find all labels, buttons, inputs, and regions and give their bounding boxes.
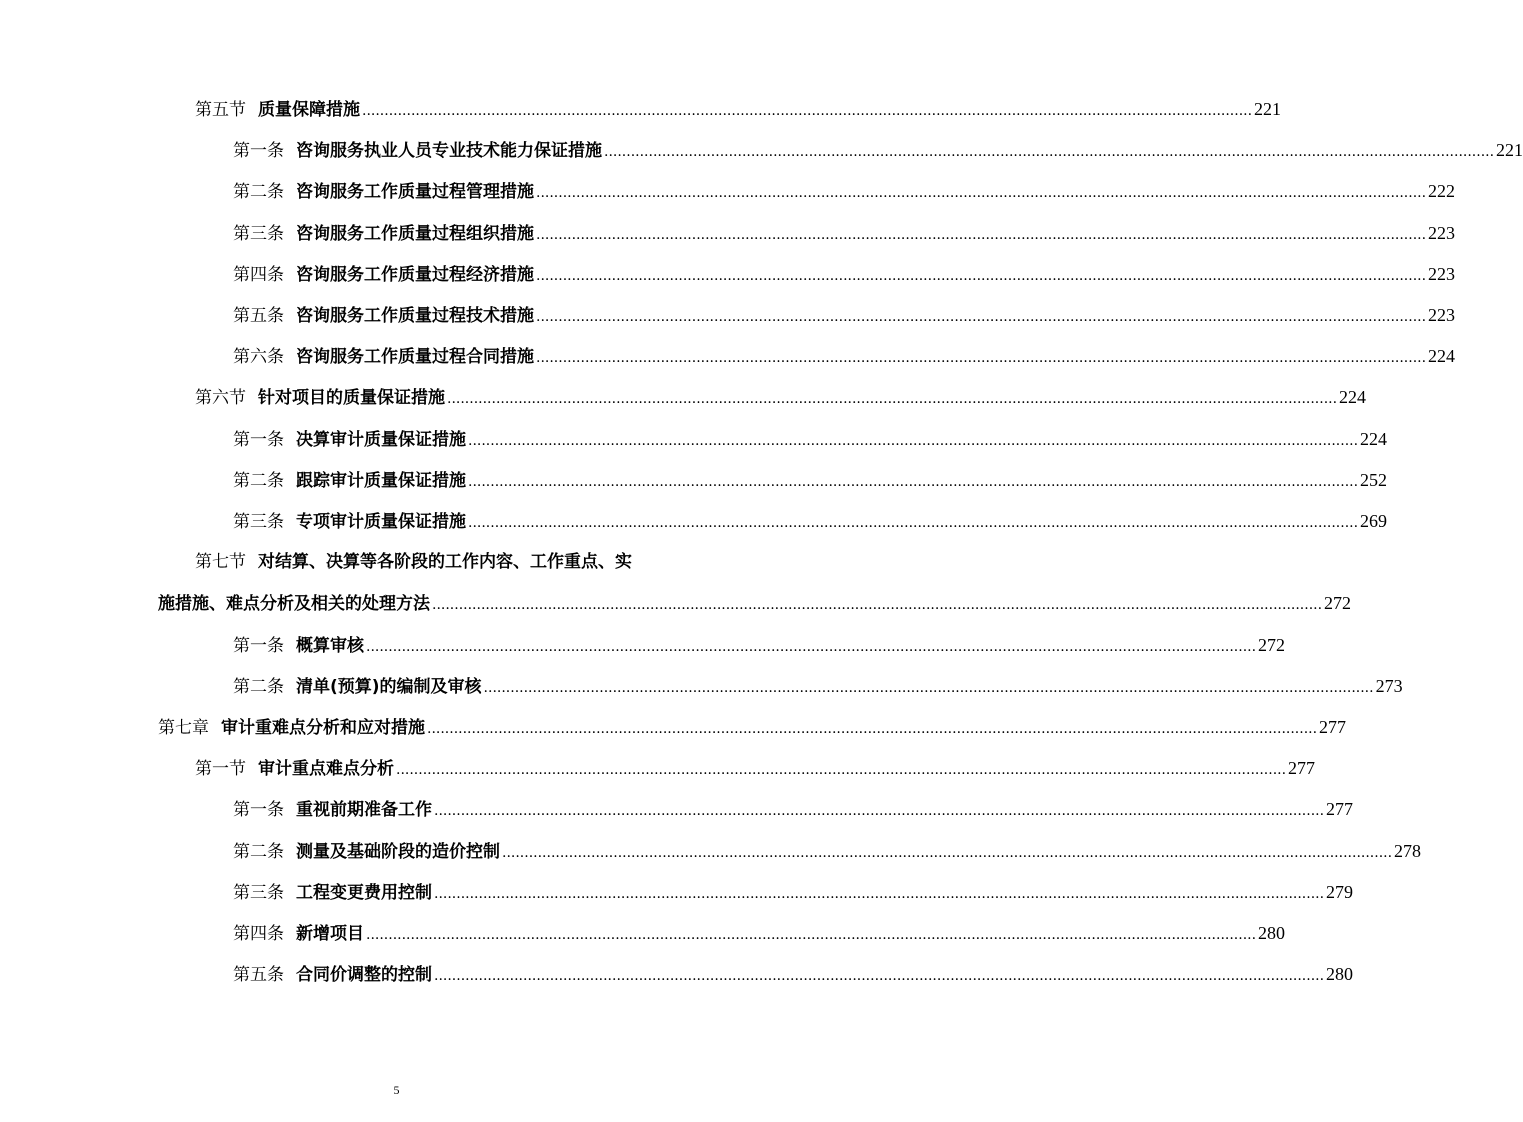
toc-entry[interactable] xyxy=(195,89,1282,129)
toc-entry-number: 第一条 xyxy=(233,635,284,656)
toc-entry-page: 277 xyxy=(1326,799,1354,820)
toc-entry[interactable] xyxy=(233,171,1456,211)
toc-entry-page: 224 xyxy=(1360,428,1388,449)
toc-entry-title: 咨询服务工作质量过程合同措施 xyxy=(296,347,534,368)
toc-entry[interactable] xyxy=(195,748,1316,788)
toc-dot-leader: ........................................................................................................................................................................................................ xyxy=(604,144,1495,161)
toc-entry-title: 咨询服务工作质量过程管理措施 xyxy=(296,182,534,203)
toc-entry-number: 第六条 xyxy=(233,347,284,368)
toc-entry[interactable] xyxy=(233,130,1523,170)
toc-entry[interactable] xyxy=(233,295,1456,335)
toc-dot-leader: ........................................................................................................................................................................................................ xyxy=(396,762,1287,779)
toc-entry-title: 审计重点难点分析 xyxy=(258,759,394,780)
toc-entry[interactable] xyxy=(158,583,1352,623)
toc-entry-number: 第二条 xyxy=(233,676,284,697)
toc-entry-page: 223 xyxy=(1428,263,1456,284)
toc-entry-number: 第二条 xyxy=(233,841,284,862)
toc-dot-leader: ........................................................................................................................................................................................................ xyxy=(536,267,1427,284)
toc-entry[interactable] xyxy=(233,789,1354,829)
toc-dot-leader: ........................................................................................................................................................................................................ xyxy=(434,803,1325,820)
toc-entry[interactable] xyxy=(233,913,1286,953)
toc-entry-number: 第七节 xyxy=(195,552,246,573)
toc-entry-title: 工程变更费用控制 xyxy=(296,882,432,903)
toc-entry-page: 278 xyxy=(1394,840,1422,861)
toc-dot-leader: ........................................................................................................................................................................................................ xyxy=(502,844,1393,861)
toc-entry[interactable] xyxy=(233,872,1354,912)
toc-entry-page: 222 xyxy=(1428,181,1456,202)
toc-entry-title: 测量及基础阶段的造价控制 xyxy=(296,841,500,862)
toc-entry-title: 新增项目 xyxy=(296,924,364,944)
toc-entry-page: 224 xyxy=(1339,387,1367,408)
toc-entry-page: 280 xyxy=(1326,964,1354,985)
page-number: 5 xyxy=(393,1083,400,1097)
toc-entry[interactable] xyxy=(233,831,1422,871)
toc-dot-leader: ........................................................................................................................................................................................................ xyxy=(447,391,1338,408)
toc-entry-title: 专项审计质量保证措施 xyxy=(296,512,466,532)
toc-dot-leader: ........................................................................................................................................................................................................ xyxy=(366,927,1257,943)
toc-entry-number: 第一条 xyxy=(233,141,284,162)
toc-entry-page: 277 xyxy=(1319,717,1347,737)
toc-entry-title: 合同价调整的控制 xyxy=(296,965,432,986)
toc-entry[interactable] xyxy=(233,213,1456,253)
toc-dot-leader: ........................................................................................................................................................................................................ xyxy=(434,968,1325,985)
toc-entry-title: 审计重难点分析和应对措施 xyxy=(221,718,425,738)
toc-dot-leader: ........................................................................................................................................................................................................ xyxy=(536,350,1427,367)
toc-entry[interactable] xyxy=(233,254,1456,294)
toc-entry-number: 第二条 xyxy=(233,470,284,491)
toc-entry[interactable] xyxy=(233,419,1388,459)
toc-entry-number: 第五节 xyxy=(195,100,246,120)
toc-dot-leader: ........................................................................................................................................................................................................ xyxy=(366,638,1257,655)
toc-entry-title: 咨询服务执业人员专业技术能力保证措施 xyxy=(296,141,602,162)
toc-entry-page: 269 xyxy=(1360,511,1388,531)
toc-entry-title: 施措施、难点分析及相关的处理方法 xyxy=(158,594,430,615)
toc-entry[interactable] xyxy=(233,625,1286,665)
toc-dot-leader: ........................................................................................................................................................................................................ xyxy=(468,432,1359,449)
toc-dot-leader: ........................................................................................................................................................................................................ xyxy=(468,515,1359,531)
toc-entry-page: 280 xyxy=(1258,923,1286,943)
toc-entry-title: 质量保障措施 xyxy=(258,100,360,120)
toc-entry-page: 277 xyxy=(1288,758,1316,779)
toc-entry-number: 第七章 xyxy=(158,718,209,738)
toc-dot-leader: ........................................................................................................................................................................................................ xyxy=(432,597,1323,614)
toc-entry[interactable] xyxy=(195,542,674,582)
toc-dot-leader: ........................................................................................................................................................................................................ xyxy=(468,473,1359,490)
toc-entry-title: 重视前期准备工作 xyxy=(296,800,432,821)
toc-entry-title: 咨询服务工作质量过程经济措施 xyxy=(296,264,534,285)
toc-dot-leader: ........................................................................................................................................................................................................ xyxy=(536,309,1427,325)
toc-entry-page: 221 xyxy=(1496,140,1523,161)
toc-entry-number: 第一条 xyxy=(233,429,284,450)
toc-entry-number: 第六节 xyxy=(195,388,246,409)
toc-entry-title: 清单(预算)的编制及审核 xyxy=(296,676,482,697)
toc-entry-number: 第三条 xyxy=(233,223,284,244)
toc-entry-title: 对结算、决算等各阶段的工作内容、工作重点、实 xyxy=(258,552,632,573)
toc-entry-page: 279 xyxy=(1326,881,1354,902)
toc-entry-title: 针对项目的质量保证措施 xyxy=(258,388,445,409)
toc-entry[interactable] xyxy=(233,501,1388,541)
toc-dot-leader: ........................................................................................................................................................................................................ xyxy=(362,103,1253,119)
toc-entry[interactable] xyxy=(233,666,1403,706)
toc-dot-leader: ........................................................................................................................................................................................................ xyxy=(536,226,1427,243)
toc-entry-number: 第一节 xyxy=(195,759,246,780)
toc-entry-page: 221 xyxy=(1254,99,1282,119)
toc-entry-page: 272 xyxy=(1258,634,1286,655)
toc-entry-number: 第四条 xyxy=(233,924,284,944)
toc-entry-title: 咨询服务工作质量过程技术措施 xyxy=(296,306,534,326)
toc-entry-number: 第五条 xyxy=(233,306,284,326)
toc-entry[interactable] xyxy=(233,336,1456,376)
toc-entry[interactable] xyxy=(158,707,1347,747)
toc-entry-number: 第三条 xyxy=(233,882,284,903)
toc-dot-leader: ........................................................................................................................................................................................................ xyxy=(536,185,1427,202)
toc-entry-page: 223 xyxy=(1428,222,1456,243)
toc-entry-title: 决算审计质量保证措施 xyxy=(296,429,466,450)
toc-entry-page: 272 xyxy=(1324,593,1352,614)
toc-dot-leader: ........................................................................................................................................................................................................ xyxy=(483,679,1374,696)
toc-entry-number: 第二条 xyxy=(233,182,284,203)
toc-entry-page: 252 xyxy=(1360,469,1388,490)
toc-entry-page: 224 xyxy=(1428,346,1456,367)
toc-entry-number: 第四条 xyxy=(233,264,284,285)
toc-dot-leader: ........................................................................................................................................................................................................ xyxy=(427,721,1318,737)
toc-entry[interactable] xyxy=(195,377,1367,417)
toc-entry-number: 第三条 xyxy=(233,512,284,532)
toc-entry[interactable] xyxy=(233,460,1388,500)
toc-entry-page: 223 xyxy=(1428,305,1456,325)
toc-dot-leader: ........................................................................................................................................................................................................ xyxy=(434,885,1325,902)
toc-entry[interactable] xyxy=(233,954,1354,994)
toc-entry-number: 第五条 xyxy=(233,965,284,986)
toc-entry-title: 咨询服务工作质量过程组织措施 xyxy=(296,223,534,244)
toc-entry-title: 跟踪审计质量保证措施 xyxy=(296,470,466,491)
toc-entry-title: 概算审核 xyxy=(296,635,364,656)
toc-entry-number: 第一条 xyxy=(233,800,284,821)
toc-entry-page: 273 xyxy=(1375,675,1403,696)
